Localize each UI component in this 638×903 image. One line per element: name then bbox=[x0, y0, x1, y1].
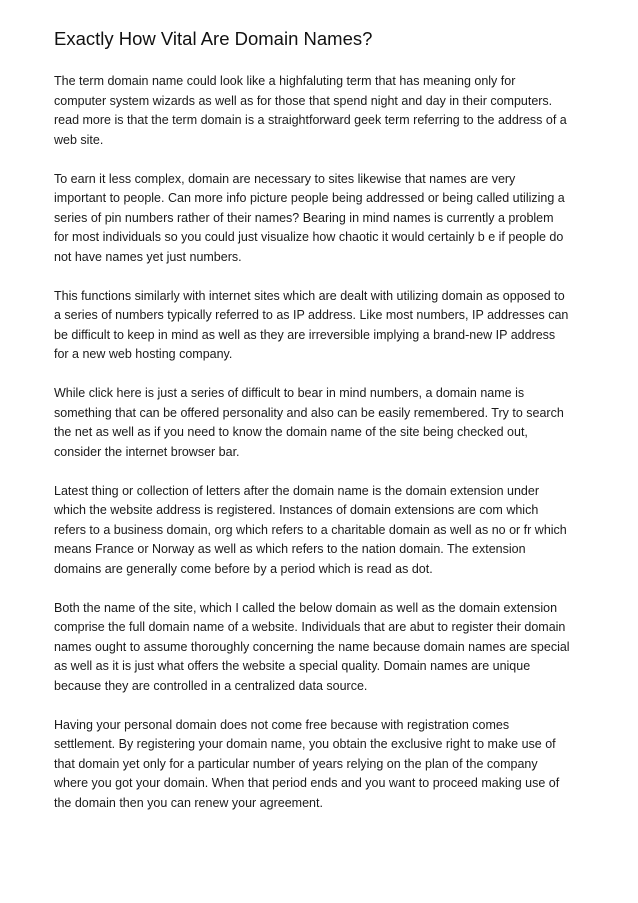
text-line: the domain then you can renew your agreement. bbox=[54, 795, 323, 810]
text-line: that domain yet only for a particular number of years relying on the plan of the company bbox=[54, 756, 538, 771]
text-line: not have names yet just numbers. bbox=[54, 249, 242, 264]
text-line: the net as well as if you need to know the domain name of the site being checked out, bbox=[54, 425, 528, 439]
text-line: series of pin numbers rather of their names? Bearing in mind names is currently a problem bbox=[54, 210, 554, 225]
paragraph-4 bbox=[54, 384, 599, 462]
text-line: web site. bbox=[54, 132, 104, 147]
text-line: which the website address is registered. Instances of domain extensions are com which bbox=[54, 503, 539, 517]
text-line: important to people. Can more info picture people being addressed or being called utilizing a bbox=[54, 191, 565, 205]
text-line: Both the name of the site, which I called the below domain as well as the domain extension bbox=[54, 600, 558, 615]
text-line: a series of numbers typically referred to as IP address. Like most numbers, IP addresses can bbox=[54, 308, 569, 322]
text-line: for a new web hosting company. bbox=[54, 347, 233, 361]
text-line: While click here is just a series of difficult to bear in mind numbers, a domain name is bbox=[54, 386, 525, 400]
text-line: read more is that the term domain is a straightforward geek term referring to the address of a bbox=[54, 113, 567, 127]
text-line: Having your personal domain does not come free because with registration comes bbox=[54, 717, 510, 732]
article-body bbox=[54, 72, 599, 833]
text-line: The term domain name could look like a highfaluting term that has meaning only for bbox=[54, 74, 516, 88]
text-line: means France or Norway as well as which refers to the nation domain. The extension bbox=[54, 542, 526, 556]
text-line: settlement. By registering your domain name, you obtain the exclusive right to make use of bbox=[54, 737, 556, 751]
paragraph-6 bbox=[54, 599, 599, 697]
paragraph-7 bbox=[54, 716, 599, 814]
text-line: because they are controlled in a centralized data source. bbox=[54, 678, 368, 693]
text-line: To earn it less complex, domain are necessary to sites likewise that names are very bbox=[54, 171, 516, 186]
paragraph-3 bbox=[54, 287, 599, 365]
text-line: Latest thing or collection of letters after the domain name is the domain extension under bbox=[54, 483, 540, 498]
text-line: comprise the full domain name of a website. Individuals that are abut to register their domain bbox=[54, 620, 566, 634]
text-line: names ought to assume thoroughly concerning the name because domain names are special bbox=[54, 639, 570, 654]
text-line: where you got your domain. When that period ends and you want to proceed making use of bbox=[54, 776, 560, 790]
text-line: for most individuals so you could just visualize how chaotic it would certainly b e if people do bbox=[54, 230, 564, 244]
text-line: as well as it is just what offers the website a special quality. Domain names are unique bbox=[54, 659, 531, 673]
text-line: This functions similarly with internet sites which are dealt with utilizing domain as opposed to bbox=[54, 288, 565, 303]
text-line: refers to a business domain, org which refers to a charitable domain as well as no or fr which bbox=[54, 522, 567, 537]
text-line: computer system wizards as well as for those that spend night and day in their computers. bbox=[54, 93, 553, 108]
paragraph-5 bbox=[54, 482, 599, 580]
text-line: be difficult to keep in mind as well as they are irreversible implying a brand-new IP address bbox=[54, 327, 556, 342]
text-line: consider the internet browser bar. bbox=[54, 444, 240, 459]
paragraph-2 bbox=[54, 170, 599, 268]
paragraph-1 bbox=[54, 72, 599, 150]
text-line: something that can be offered personality and also can be easily remembered. Try to search bbox=[54, 405, 564, 420]
page-title: Exactly How Vital Are Domain Names? bbox=[54, 28, 373, 49]
text-line: domains are generally come before by a period which is read as dot. bbox=[54, 561, 433, 576]
